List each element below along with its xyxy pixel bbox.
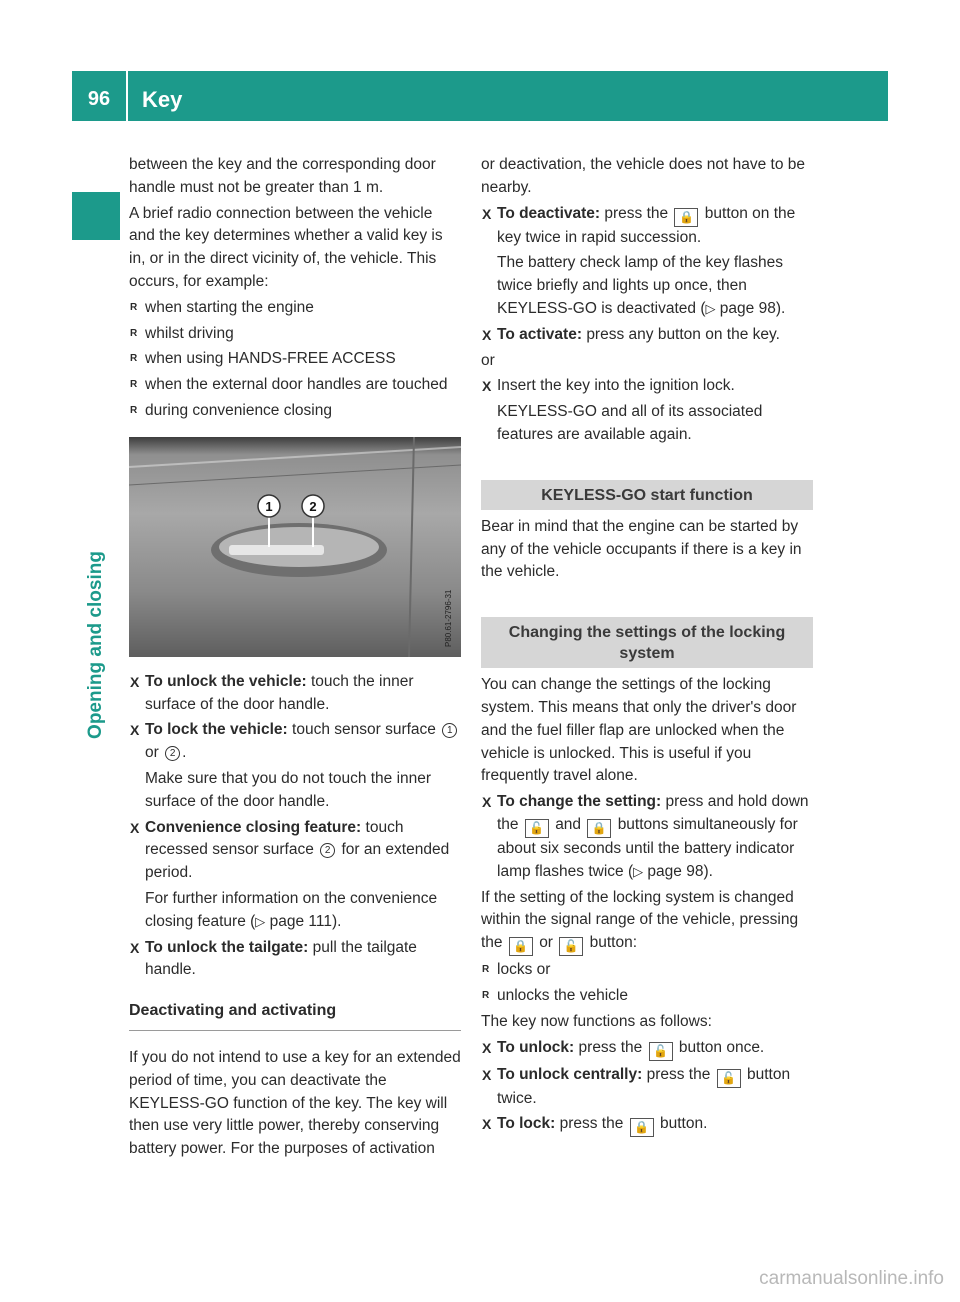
lock-icon: 🔒	[587, 819, 611, 838]
note: For further information on the convenience closing feature (▷ page 111).	[145, 889, 438, 930]
header-divider	[126, 71, 128, 121]
instruction-unlock-vehicle: X To unlock the vehicle: touch the inner surface of the door handle.	[129, 671, 461, 717]
unlock-icon: 🔓	[717, 1069, 741, 1088]
callout-2: 2	[165, 746, 180, 761]
instruction-unlock-tailgate: X To unlock the tailgate: pull the tailgate handle.	[129, 937, 461, 983]
svg-text:1: 1	[265, 498, 273, 514]
unlock-icon: 🔓	[649, 1042, 673, 1061]
page-ref-arrow-icon: ▷	[255, 913, 266, 929]
instruction-insert-key: X Insert the key into the ignition lock.	[481, 375, 813, 398]
callout-1: 1	[442, 723, 457, 738]
paragraph: You can change the settings of the locking system. This means that only the driver's door and the fuel filler flap are unlocked when the vehicle is unlocked. This is useful if you frequently travel alone.	[481, 676, 797, 785]
instruction-unlock-centrally: X To unlock centrally: press the 🔓 button twice.	[481, 1064, 813, 1111]
svg-text:2: 2	[309, 498, 317, 514]
list-item: R when the external door handles are touched	[129, 374, 461, 397]
section-heading-locking-settings: Changing the settings of the locking system	[481, 617, 813, 668]
instruction-deactivate: X To deactivate: press the 🔒 button on the key twice in rapid succession.	[481, 203, 813, 250]
lock-icon: 🔒	[509, 937, 533, 956]
instruction-activate: X To activate: press any button on the key.	[481, 324, 813, 347]
page-number: 96	[87, 88, 111, 110]
list-item: R unlocks the vehicle	[481, 985, 813, 1008]
watermark: carmanualsonline.info	[759, 1268, 944, 1289]
list-item: R when using HANDS-FREE ACCESS	[129, 348, 461, 371]
door-handle-illustration	[129, 437, 461, 657]
side-tab-marker	[72, 192, 120, 240]
unlock-icon: 🔓	[559, 937, 583, 956]
note: Make sure that you do not touch the inner surface of the door handle.	[145, 769, 432, 810]
image-code: P80.61-2796-31	[444, 589, 453, 647]
section-heading-keyless-go: KEYLESS-GO start function	[481, 480, 813, 510]
lock-icon: 🔒	[674, 208, 698, 227]
page-title: Key	[142, 87, 183, 112]
unlock-icon: 🔓	[525, 819, 549, 838]
paragraph: between the key and the corresponding door handle must not be greater than 1 m.	[129, 156, 436, 196]
callout-2: 2	[320, 843, 335, 858]
instruction-convenience-closing: X Convenience closing feature: touch recessed sensor surface 2 for an extended period.	[129, 817, 461, 885]
note: The battery check lamp of the key flashes twice briefly and lights up once, then KEYLESS-GO is deactivated (▷ page 98).	[497, 254, 786, 317]
lock-icon: 🔒	[630, 1118, 654, 1137]
paragraph: or deactivation, the vehicle does not have to be nearby.	[481, 156, 805, 196]
instruction-change-setting: X To change the setting: press and hold down the 🔓 and 🔒 buttons simultaneously for about six seconds until the battery indicator lamp flashes twice (▷ page 98).	[481, 791, 813, 883]
or-text: or	[481, 351, 495, 369]
header-bar	[72, 71, 888, 121]
page-ref-arrow-icon: ▷	[705, 300, 716, 316]
left-column	[129, 154, 461, 1164]
paragraph: A brief radio connection between the vehicle and the key determines whether a valid key is in, or in the direct vicinity of, the vehicle. This occurs, for example:	[129, 204, 443, 290]
paragraph: The key now functions as follows:	[481, 1012, 712, 1030]
note: KEYLESS-GO and all of its associated features are available again.	[497, 403, 763, 443]
paragraph: If you do not intend to use a key for an extended period of time, you can deactivate the KEYLESS-GO function of the key. The key will then use very little power, thereby conserving battery power. For the purposes of activation	[129, 1048, 461, 1158]
section-heading: Deactivating and activating	[129, 1000, 461, 1031]
instruction-unlock: X To unlock: press the 🔓 button once.	[481, 1037, 813, 1061]
paragraph: Bear in mind that the engine can be started by any of the vehicle occupants if there is a key in the vehicle.	[481, 517, 802, 581]
chapter-label: Opening and closing	[85, 551, 106, 739]
instruction-lock-vehicle: X To lock the vehicle: touch sensor surface 1 or 2 .	[129, 719, 461, 765]
list-item: R whilst driving	[129, 323, 461, 346]
list-item: R during convenience closing	[129, 400, 461, 423]
right-column	[481, 154, 813, 1140]
list-item: R locks or	[481, 959, 813, 982]
paragraph: If the setting of the locking system is changed within the signal range of the vehicle, pressing the 🔒 or 🔓 button:	[481, 887, 813, 957]
list-item: R when starting the engine	[129, 297, 461, 320]
door-handle-photo	[129, 437, 461, 657]
page-ref-arrow-icon: ▷	[633, 863, 644, 879]
instruction-lock: X To lock: press the 🔒 button.	[481, 1113, 813, 1137]
